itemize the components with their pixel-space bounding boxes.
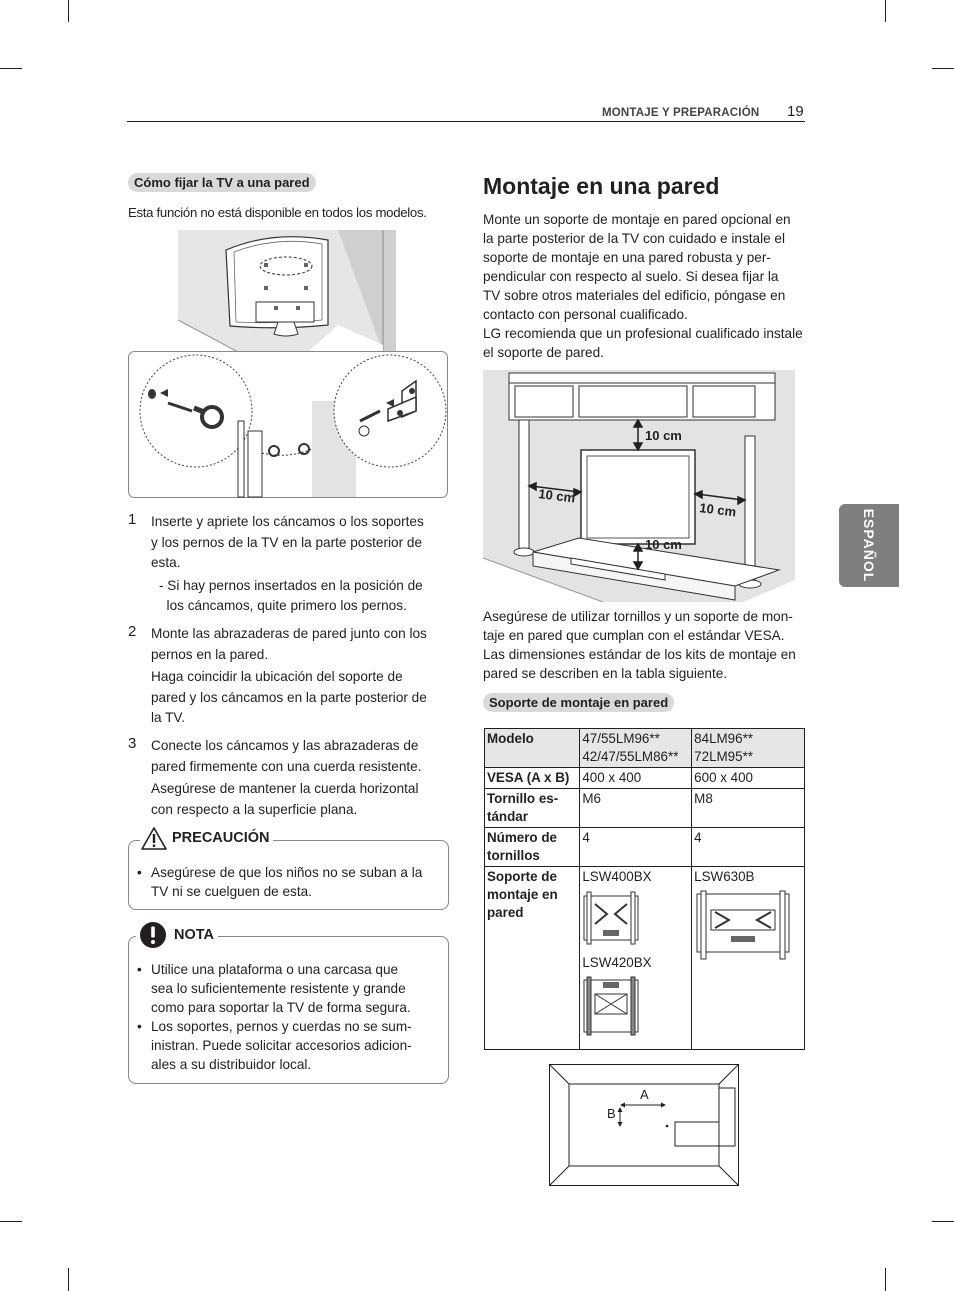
step-3-line: pared firmemente con una cuerda resistente. bbox=[151, 758, 422, 774]
table-header-cell: Tornillo es-tándar bbox=[485, 789, 580, 828]
crop-mark bbox=[0, 68, 22, 69]
table-row bbox=[485, 729, 805, 768]
model-name: 84LM96** bbox=[694, 731, 753, 746]
wall-fixing-illustration bbox=[128, 351, 448, 498]
para-line: el soporte de pared. bbox=[483, 345, 604, 360]
table-cell: 4 bbox=[580, 828, 692, 867]
note-line: inistran. Puede solicitar accesorios adicion- bbox=[151, 1038, 412, 1053]
para-line: LG recomienda que un profesional cualificado instale bbox=[483, 326, 803, 341]
table-cell bbox=[692, 867, 805, 1050]
para-line: Las dimensiones estándar de los kits de montaje en bbox=[483, 647, 796, 662]
table-header-cell: VESA (A x B) bbox=[485, 768, 580, 789]
intro-text: Esta función no está disponible en todos los modelos. bbox=[128, 205, 427, 220]
page-title: Montaje en una pared bbox=[483, 173, 720, 199]
step-1-sub: - Si hay pernos insertados en la posición de bbox=[159, 577, 423, 593]
table-cell: 400 x 400 bbox=[580, 768, 692, 789]
caution-item bbox=[151, 863, 443, 901]
note-item-2 bbox=[151, 1017, 443, 1074]
section-pill-wall-mount: Soporte de montaje en pared bbox=[483, 693, 674, 712]
dimension-b-label: B bbox=[607, 1106, 616, 1121]
caution-line: Asegúrese de que los niños no se suban a la bbox=[151, 865, 423, 880]
table-row bbox=[485, 789, 805, 828]
bullet-dot: • bbox=[137, 1019, 142, 1034]
note-item-1 bbox=[151, 960, 443, 1017]
para-line: contacto con personal cualificado. bbox=[483, 307, 688, 322]
para-line: pendicular con respecto al suelo. Si desea fijar la bbox=[483, 269, 779, 284]
caution-title: PRECAUCIÓN bbox=[168, 830, 273, 846]
step-1-sub: los cáncamos, quite primero los pernos. bbox=[159, 598, 407, 613]
table-header-cell: Soporte de montaje en pared bbox=[485, 867, 580, 1050]
page-number: 19 bbox=[787, 103, 804, 120]
crop-mark bbox=[932, 1221, 954, 1222]
note-line: como para soportar la TV de forma segura. bbox=[151, 1000, 411, 1015]
bracket-lsw420bx-image bbox=[583, 976, 639, 1036]
para-line: la parte posterior de la TV con cuidado e instale el bbox=[483, 231, 786, 246]
step-3-number: 3 bbox=[128, 735, 137, 752]
step-3-sub: Asegúrese de mantener la cuerda horizontal bbox=[151, 781, 419, 796]
step-3-text bbox=[151, 736, 447, 820]
warning-triangle-icon bbox=[140, 826, 168, 851]
step-3-sub: con respecto a la superficie plana. bbox=[151, 801, 358, 817]
step-2-number: 2 bbox=[128, 623, 137, 640]
section-name: MONTAJE Y PREPARACIÓN bbox=[602, 107, 760, 119]
crop-mark bbox=[0, 1221, 22, 1222]
clearance-top-label: 10 cm bbox=[645, 428, 682, 443]
note-line: Los soportes, pernos y cuerdas no se sum- bbox=[151, 1019, 412, 1034]
para-line: Asegúrese de utilizar tornillos y un soporte de mon- bbox=[483, 609, 793, 624]
note-line: sea lo suficientemente resistente y grande bbox=[151, 981, 406, 996]
step-1-number: 1 bbox=[128, 511, 137, 528]
table-header-cell: Modelo bbox=[485, 729, 580, 768]
bracket-lsw400bx-image bbox=[583, 890, 639, 946]
table-row bbox=[485, 867, 805, 1050]
note-line: Utilice una plataforma o una carcasa que bbox=[151, 962, 399, 977]
tv-back-illustration bbox=[178, 230, 396, 352]
model-name: 42/47/55LM86** bbox=[582, 749, 679, 764]
crop-mark bbox=[68, 0, 69, 22]
para-line: pared se describen en la tabla siguiente. bbox=[483, 666, 728, 681]
bracket-lsw630b-image bbox=[695, 890, 791, 960]
para-line: Monte un soporte de montaje en pared opcional en bbox=[483, 212, 791, 227]
dimension-a-label: A bbox=[640, 1087, 649, 1102]
exclamation-icon bbox=[136, 919, 170, 951]
step-3-line: Conecte los cáncamos y las abrazaderas de bbox=[151, 738, 419, 753]
step-1-line: y los pernos de la TV en la parte posterior de bbox=[151, 534, 423, 550]
table-cell bbox=[692, 729, 805, 768]
table-cell bbox=[580, 867, 692, 1050]
bullet-dot: • bbox=[137, 962, 142, 977]
model-name: 47/55LM96** bbox=[582, 731, 660, 746]
bracket-model: LSW420BX bbox=[582, 955, 652, 970]
step-2-text bbox=[151, 624, 447, 729]
para-line: taje en pared que cumplan con el estándar VESA. bbox=[483, 628, 785, 643]
note-title: NOTA bbox=[170, 927, 218, 943]
table-cell: 600 x 400 bbox=[692, 768, 805, 789]
table-cell: M6 bbox=[580, 789, 692, 828]
vesa-paragraph bbox=[483, 607, 808, 683]
step-1-line: Inserte y apriete los cáncamos o los soportes bbox=[151, 514, 424, 529]
para-line: soporte de montaje en una pared robusta y per- bbox=[483, 250, 771, 265]
intro-paragraph bbox=[483, 210, 808, 362]
para-line: TV sobre otros materiales del edificio, póngase en bbox=[483, 288, 786, 303]
clearance-bottom-label: 10 cm bbox=[645, 537, 682, 552]
section-pill-wall-fix: Cómo fijar la TV a una pared bbox=[128, 173, 316, 192]
bullet-dot: • bbox=[137, 865, 142, 880]
table-row bbox=[485, 828, 805, 867]
caution-line: TV ni se cuelguen de esta. bbox=[151, 884, 312, 899]
step-2-sub: pared y los cáncamos en la parte posterior de bbox=[151, 689, 427, 705]
step-2-sub: Haga coincidir la ubicación del soporte de bbox=[151, 669, 403, 684]
language-tab-label: ESPAÑOL bbox=[861, 508, 877, 583]
clearance-left-label: 10 cm bbox=[537, 486, 577, 506]
clearance-right-label: 10 cm bbox=[698, 500, 738, 520]
language-tab bbox=[839, 504, 899, 587]
crop-mark bbox=[885, 0, 886, 22]
model-name: 72LM95** bbox=[694, 749, 753, 764]
wall-clearance-illustration bbox=[483, 370, 795, 602]
crop-mark bbox=[885, 1268, 886, 1291]
step-1-text bbox=[151, 512, 447, 617]
step-2-sub: la TV. bbox=[151, 710, 186, 725]
header-rule bbox=[127, 121, 805, 122]
table-header-cell: Número de tornillos bbox=[485, 828, 580, 867]
table-row bbox=[485, 768, 805, 789]
vesa-dimension-diagram bbox=[549, 1064, 739, 1186]
wall-mount-spec-table bbox=[484, 728, 805, 1050]
step-2-line: Monte las abrazaderas de pared junto con los bbox=[151, 626, 427, 641]
table-cell: 4 bbox=[692, 828, 805, 867]
bracket-model: LSW630B bbox=[694, 869, 755, 884]
crop-mark bbox=[68, 1268, 69, 1291]
note-line: ales a su distribuidor local. bbox=[151, 1057, 312, 1072]
step-2-line: pernos en la pared. bbox=[151, 646, 269, 662]
table-cell: M8 bbox=[692, 789, 805, 828]
step-1-line: esta. bbox=[151, 555, 181, 570]
crop-mark bbox=[932, 68, 954, 69]
table-cell bbox=[580, 729, 692, 768]
bracket-model: LSW400BX bbox=[582, 869, 652, 884]
